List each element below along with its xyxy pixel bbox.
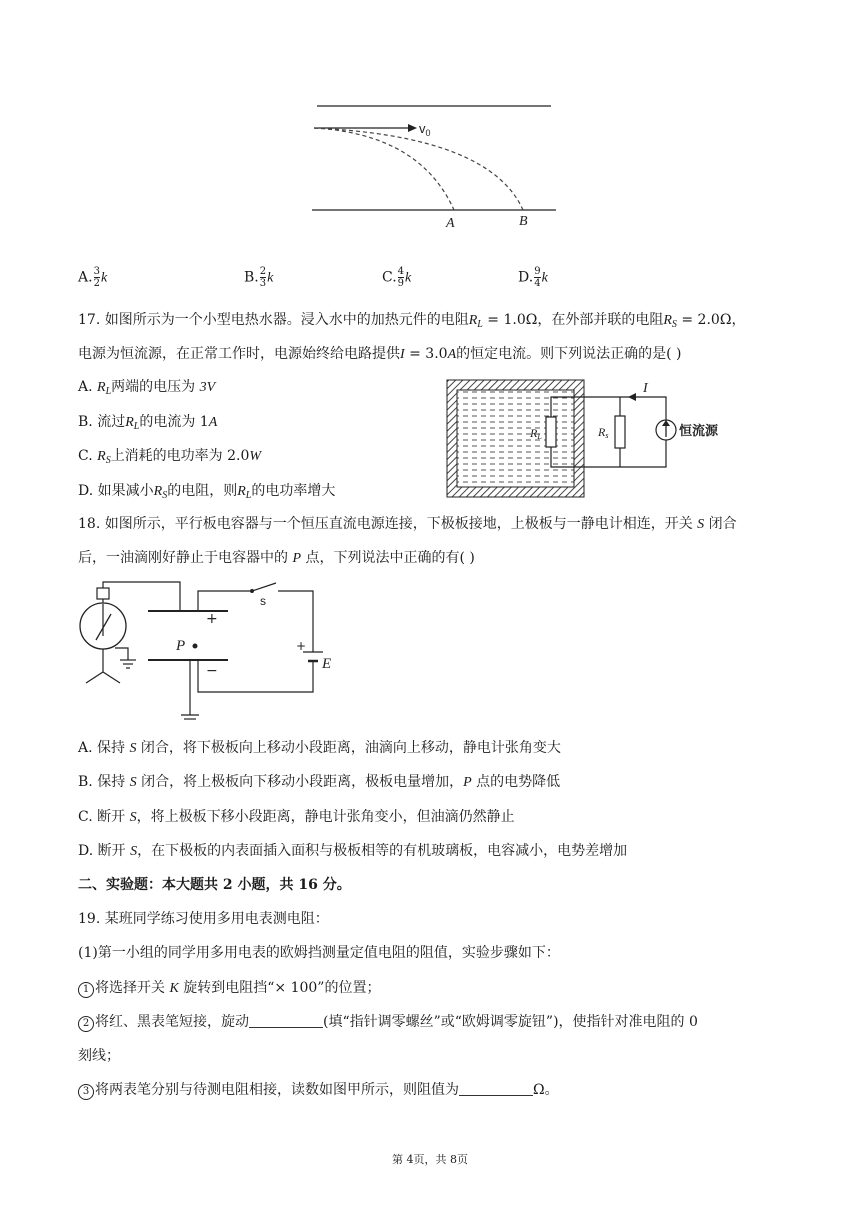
- q19-title: 19. 某班同学练习使用多用电表测电阻：: [78, 911, 329, 927]
- q18-stem-line2: 后，一油滴刚好静止于电容器中的 P 点，下列说法中正确的有( ): [78, 550, 475, 566]
- q16-option-b: B. $\frac{2}{3}$ k: [244, 266, 274, 289]
- q17-option-b: B. 流过$R_L$的电流为 1A: [78, 414, 218, 432]
- fraction: $\frac{3}{2}$: [93, 266, 100, 289]
- q19-step1: 1 将选择开关 K 旋转到电阻挡“× 100”的位置；: [78, 978, 380, 999]
- q19-step2: 2 将红、黑表笔短接，旋动 (填“指针调零螺丝”或“欧姆调零旋钮”)，使指针对准电阻的 0: [78, 1012, 698, 1032]
- rl-label: RL: [530, 426, 542, 441]
- battery-label: E: [322, 656, 332, 672]
- q18-stem-line1: 18. 如图所示，平行板电容器与一个恒压直流电源连接，下极板接地，上极板与一静电计相连，开关 S 闭合: [78, 516, 737, 532]
- q17-figure: [444, 377, 720, 499]
- switch-label: s: [260, 594, 266, 608]
- q19-sub1: (1)第一小组的同学用多用电表的欧姆挡测量定值电阻的阻值，实验步骤如下：: [78, 945, 560, 961]
- answer-blank[interactable]: [249, 1013, 323, 1028]
- rs-label: Rs: [598, 425, 609, 440]
- current-label: I: [643, 381, 648, 396]
- source-label: 恒流源: [679, 424, 719, 439]
- point-b-label: B: [519, 214, 528, 229]
- q17-option-a: A. $R_L$两端的电压为 3V: [78, 379, 216, 397]
- q17-option-c: C. $R_S$上消耗的电功率为 2.0W: [78, 448, 262, 466]
- q19-step3: 3 将两表笔分别与待测电阻相接，读数如图甲所示，则阻值为 Ω。: [78, 1080, 559, 1100]
- q16-option-a: A. $\frac{3}{2}$ k: [78, 266, 108, 289]
- q18-option-d: D. 断开 S，在下极板的内表面插入面积与极板相等的有机玻璃板，电容减小，电势差增加: [78, 843, 628, 859]
- q18-figure: [70, 578, 350, 724]
- top-plate-plus: +: [206, 611, 218, 627]
- fraction: $\frac{2}{3}$: [259, 266, 267, 289]
- fraction: $\frac{9}{4}$: [534, 266, 541, 289]
- fraction: $\frac{4}{9}$: [397, 266, 405, 289]
- battery-plus: +: [296, 639, 307, 653]
- q18-option-c: C. 断开 S，将上极板下移小段距离，静电计张角变小，但油滴仍然静止: [78, 809, 515, 825]
- q18-option-b: B. 保持 S 闭合，将上极板向下移动小段距离，极板电量增加，P 点的电势降低: [78, 774, 561, 790]
- q16-option-d: D. $\frac{9}{4}$ k: [518, 266, 548, 289]
- q19-step2-cont: 刻线；: [78, 1048, 120, 1064]
- q17-stem-line1: 17. 如图所示为一个小型电热水器。浸入水中的加热元件的电阻$R_L = 1.0\Omega$，在外部并联的电阻$R_S = 2.0\Omega$，: [78, 312, 746, 330]
- q17-option-d: D. 如果减小$R_S$的电阻，则$R_L$的电功率增大: [78, 483, 336, 501]
- q18-option-a: A. 保持 S 闭合，将下极板向上移动小段距离，油滴向上移动，静电计张角变大: [78, 740, 561, 756]
- bottom-plate-minus: −: [206, 663, 218, 679]
- page-footer: 第 4页，共 8页: [392, 1153, 468, 1166]
- point-a-label: A: [446, 216, 455, 231]
- answer-blank[interactable]: [459, 1081, 533, 1096]
- q16-figure: [300, 96, 560, 232]
- q16-option-c: C. $\frac{4}{9}$ k: [382, 266, 412, 289]
- v0-label: $v_0$: [419, 121, 431, 138]
- point-p-label: P: [176, 638, 186, 654]
- q17-stem-line2: 电源为恒流源，在正常工作时，电源始终给电路提供I = 3.0A的恒定电流。则下列说法正确的是( ): [78, 346, 682, 362]
- section-heading: 二、实验题：本大题共 2 小题，共 16 分。: [78, 877, 351, 893]
